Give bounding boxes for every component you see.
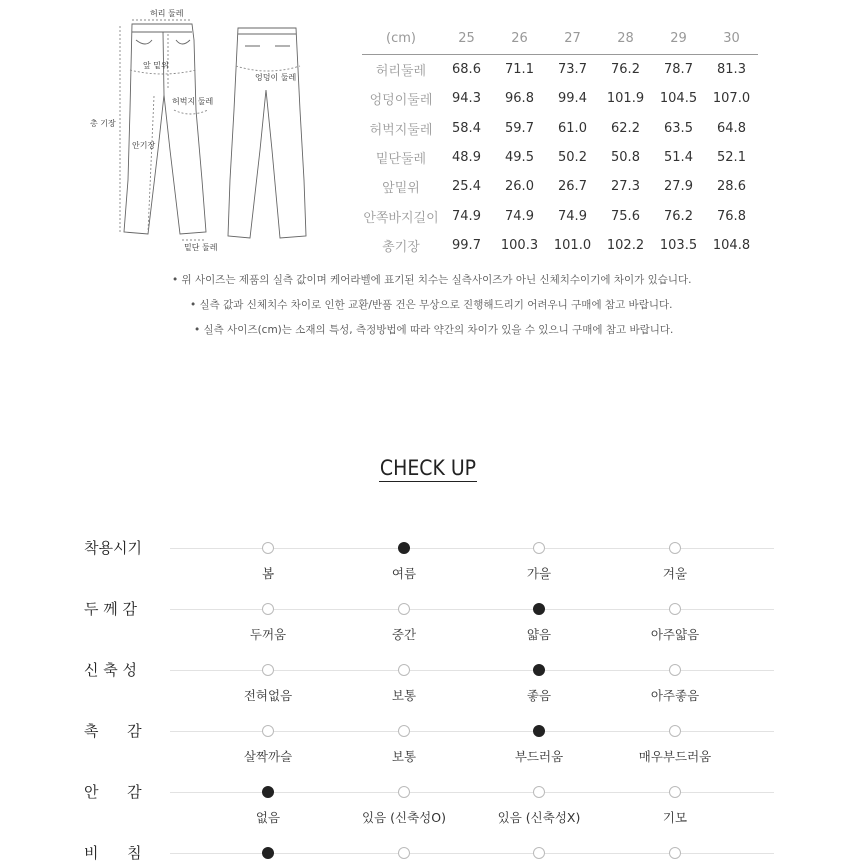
unit-header: (cm)	[362, 22, 440, 55]
size-cell: 25.4	[452, 179, 481, 195]
radio-dot	[398, 847, 410, 859]
size-row-label: 총기장	[382, 239, 420, 255]
size-table-header	[362, 22, 758, 55]
size-table-row	[362, 55, 758, 85]
radio-dot	[533, 847, 545, 859]
pants-outline-icon	[90, 0, 360, 260]
check-row-label: 착용시기	[84, 539, 142, 557]
size-cell: 48.9	[452, 150, 481, 166]
size-cell: 96.8	[505, 91, 534, 107]
size-cell: 51.4	[664, 150, 693, 166]
size-cell: 49.5	[505, 150, 534, 166]
size-table-row	[362, 84, 758, 113]
size-cell: 63.5	[664, 120, 693, 136]
size-col-header: 25	[440, 22, 493, 55]
size-col-header: 29	[652, 22, 705, 55]
selected-radio-dot	[533, 664, 545, 676]
size-cell: 107.0	[712, 91, 751, 107]
diagram-label-waist: 허리 둘레	[150, 9, 184, 18]
size-cell: 62.2	[611, 120, 640, 136]
selected-radio-dot	[262, 786, 274, 798]
size-cell: 99.7	[452, 237, 481, 253]
size-cell: 27.3	[611, 179, 640, 195]
check-option-label: 부드러움	[514, 749, 564, 764]
size-row-label: 허벅지둘레	[369, 122, 433, 138]
check-option-label: 살짝까슬	[243, 749, 293, 764]
selected-radio-dot	[533, 725, 545, 737]
size-table-row	[362, 172, 758, 201]
check-option-label: 있음 (신축성O)	[362, 810, 446, 825]
size-cell: 101.9	[606, 91, 645, 107]
check-row-track	[170, 853, 774, 854]
size-cell: 68.6	[452, 62, 481, 78]
note-line: • 실측 사이즈(cm)는 소재의 특성, 측정방법에 따라 약간의 차이가 있을 수 있으니 구매에 참고 바랍니다.	[194, 324, 674, 336]
check-option-label: 좋음	[526, 688, 552, 703]
check-option-label: 두꺼움	[249, 627, 287, 642]
selected-radio-dot	[398, 542, 410, 554]
radio-dot	[669, 664, 681, 676]
radio-dot	[669, 603, 681, 615]
diagram-label-thigh: 허벅지 둘레	[172, 97, 214, 106]
check-option-label: 봄	[261, 566, 275, 581]
size-row-label: 허리둘레	[375, 64, 427, 80]
radio-dot	[533, 786, 545, 798]
check-option-label: 없음	[255, 810, 281, 825]
size-cell: 76.8	[717, 208, 746, 224]
size-row-label: 앞밑위	[382, 181, 420, 197]
check-row-track	[170, 609, 774, 610]
size-cell: 74.9	[505, 208, 534, 224]
check-row-label: 신 축 성	[84, 661, 138, 679]
size-cell: 73.7	[558, 62, 587, 78]
check-row-label: 두 께 감	[84, 600, 138, 618]
selected-radio-dot	[262, 847, 274, 859]
selected-radio-dot	[533, 603, 545, 615]
note-line: • 실측 값과 신체치수 차이로 인한 교환/반품 건은 무상으로 진행해드리기 어려우니 구매에 참고 바랍니다.	[190, 299, 673, 311]
radio-dot	[533, 542, 545, 554]
diagram-label-hip: 엉덩이 둘레	[255, 73, 297, 82]
size-cell: 50.2	[558, 150, 587, 166]
size-cell: 76.2	[611, 62, 640, 78]
size-cell: 94.3	[452, 91, 481, 107]
size-row-label: 안쪽바지길이	[363, 210, 439, 226]
check-option-label: 있음 (신축성X)	[497, 810, 581, 825]
check-option-label: 전혀없음	[243, 688, 293, 703]
check-option-label: 기모	[662, 810, 688, 825]
note-line: • 위 사이즈는 제품의 실측 값이며 케어라벨에 표기된 치수는 실측사이즈가 아닌 신체치수이기에 차이가 있습니다.	[172, 274, 692, 286]
size-col-header: 30	[705, 22, 758, 55]
radio-dot	[669, 725, 681, 737]
size-cell: 64.8	[717, 120, 746, 136]
size-cell: 75.6	[611, 208, 640, 224]
radio-dot	[398, 664, 410, 676]
size-cell: 76.2	[664, 208, 693, 224]
size-cell: 74.9	[558, 208, 587, 224]
size-cell: 104.5	[659, 91, 698, 107]
check-option-label: 아주좋음	[650, 688, 700, 703]
radio-dot	[669, 786, 681, 798]
check-option-label: 가을	[526, 566, 552, 581]
size-col-header: 27	[546, 22, 599, 55]
diagram-label-inseam: 안기장	[132, 141, 156, 150]
check-option-label: 얇음	[526, 627, 552, 642]
size-cell: 81.3	[717, 62, 746, 78]
size-table-row	[362, 114, 758, 143]
size-cell: 27.9	[664, 179, 693, 195]
check-option-label: 보통	[391, 688, 417, 703]
size-cell: 26.7	[558, 179, 587, 195]
diagram-label-front-rise: 앞 밑위	[143, 61, 169, 70]
diagram-label-total-length: 총 기장	[90, 119, 116, 128]
check-row-label: 촉 감	[84, 722, 142, 740]
check-row-label: 비 침	[84, 844, 142, 862]
size-col-header: 28	[599, 22, 652, 55]
size-cell: 104.8	[712, 237, 751, 253]
check-row-track	[170, 731, 774, 732]
check-row-label: 안 감	[84, 783, 142, 801]
size-row-label: 엉덩이둘레	[369, 93, 433, 109]
size-col-header: 26	[493, 22, 546, 55]
radio-dot	[669, 542, 681, 554]
size-table-row	[362, 143, 758, 172]
size-cell: 71.1	[505, 62, 534, 78]
radio-dot	[262, 664, 274, 676]
size-cell: 100.3	[500, 237, 539, 253]
radio-dot	[398, 603, 410, 615]
diagram-label-hem: 밑단 둘레	[184, 243, 218, 252]
size-table-row	[362, 201, 758, 230]
check-row-track	[170, 792, 774, 793]
check-option-label: 겨울	[662, 566, 688, 581]
check-option-label: 아주얇음	[650, 627, 700, 642]
check-option-label: 보통	[391, 749, 417, 764]
size-table-row	[362, 231, 758, 260]
size-cell: 101.0	[553, 237, 592, 253]
size-cell: 52.1	[717, 150, 746, 166]
radio-dot	[398, 786, 410, 798]
radio-dot	[262, 603, 274, 615]
size-cell: 78.7	[664, 62, 693, 78]
radio-dot	[669, 847, 681, 859]
size-cell: 28.6	[717, 179, 746, 195]
check-row-track	[170, 548, 774, 549]
size-cell: 61.0	[558, 120, 587, 136]
size-cell: 59.7	[505, 120, 534, 136]
check-option-label: 매우부드러움	[638, 749, 712, 764]
size-cell: 103.5	[659, 237, 698, 253]
size-cell: 102.2	[606, 237, 645, 253]
check-row-track	[170, 670, 774, 671]
check-up-title: CHECK UP	[379, 456, 477, 480]
size-table	[362, 22, 758, 260]
radio-dot	[262, 542, 274, 554]
radio-dot	[398, 725, 410, 737]
radio-dot	[262, 725, 274, 737]
size-cell: 74.9	[452, 208, 481, 224]
check-option-label: 중간	[391, 627, 417, 642]
size-row-label: 밑단둘레	[375, 152, 427, 168]
size-cell: 26.0	[505, 179, 534, 195]
size-cell: 50.8	[611, 150, 640, 166]
size-cell: 58.4	[452, 120, 481, 136]
check-option-label: 여름	[391, 566, 417, 581]
size-cell: 99.4	[558, 91, 587, 107]
